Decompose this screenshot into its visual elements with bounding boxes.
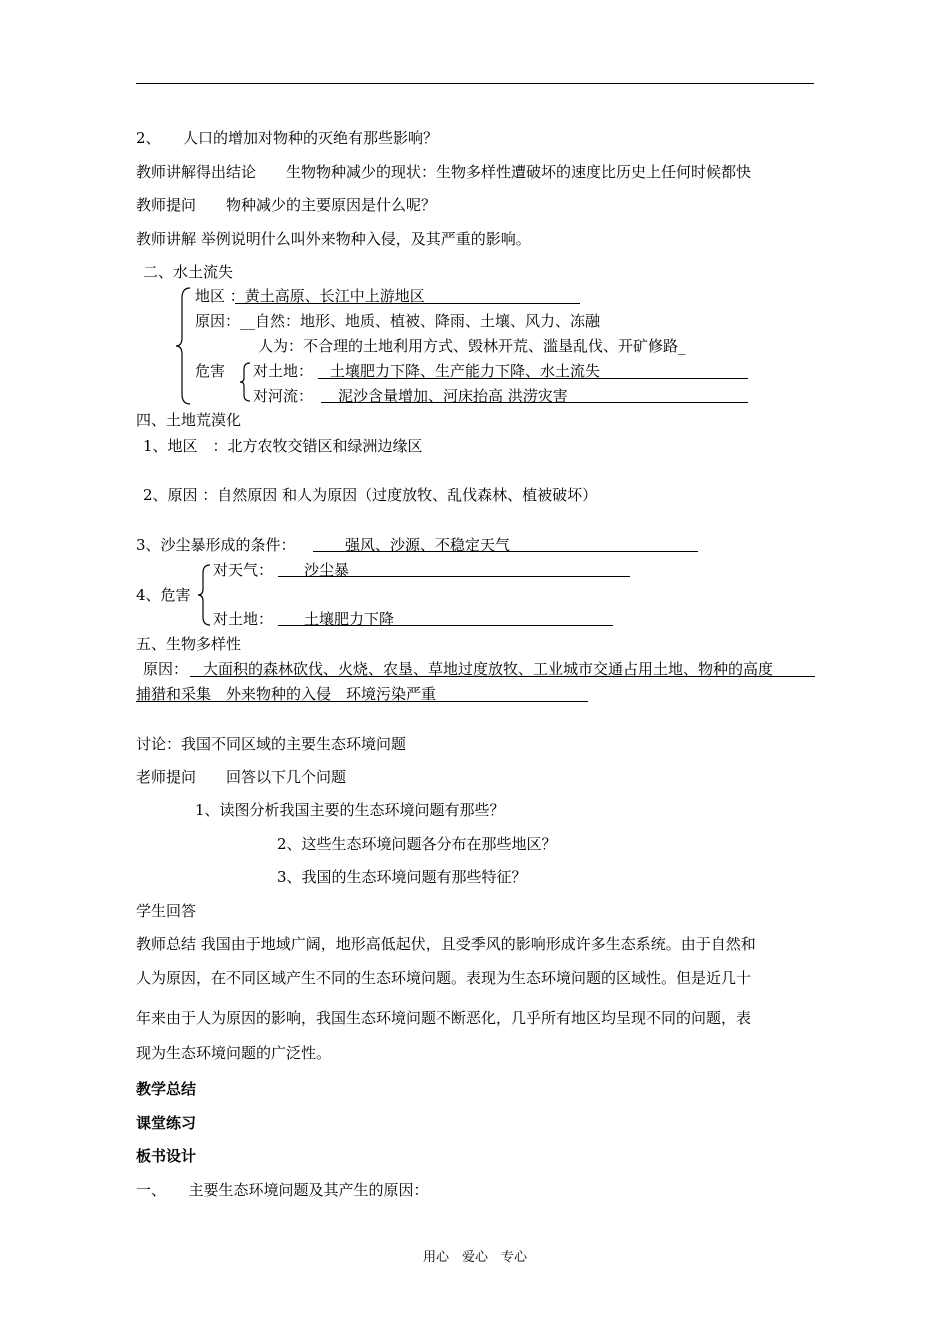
section-4-item-4-label: 4、危害 bbox=[136, 586, 191, 604]
harm-soil-value: 土壤肥力下降 bbox=[304, 610, 395, 628]
harm-land-label: 对土地： bbox=[253, 362, 314, 380]
discussion-question-1: 1、读图分析我国主要的生态环境问题有那些？ bbox=[195, 801, 505, 819]
cause-line-2-underline bbox=[136, 701, 588, 702]
question-2: 2、 人口的增加对物种的灭绝有那些影响？ bbox=[136, 129, 439, 147]
teacher-question: 教师提问 物种减少的主要原因是什么呢？ bbox=[136, 196, 437, 214]
teacher-conclusion: 教师讲解得出结论 生物物种减少的现状：生物多样性遭破坏的速度比历史上任何时候都快 bbox=[136, 163, 752, 181]
section-2-harm-label: 危害 bbox=[195, 362, 226, 380]
student-answer: 学生回答 bbox=[136, 902, 197, 920]
harm-weather-value: 沙尘暴 bbox=[304, 561, 350, 579]
harm-land-underline bbox=[318, 378, 748, 379]
summary-line-2: 人为原因，在不同区域产生不同的生态环境问题。表现为生态环境问题的区域性。但是近几十 bbox=[136, 969, 752, 987]
harm-brace bbox=[238, 361, 252, 403]
harm-land-value: 土壤肥力下降、生产能力下降、水土流失 bbox=[330, 362, 601, 380]
board-item-1: 一、 主要生态环境问题及其产生的原因： bbox=[136, 1181, 429, 1199]
weather-underline bbox=[278, 576, 630, 577]
section-2-title: 二、水土流失 bbox=[143, 263, 234, 281]
harm-river-value: 泥沙含量增加、河床抬高 洪涝灾害 bbox=[338, 387, 568, 405]
teacher-explain: 教师讲解 举例说明什么叫外来物种入侵，及其严重的影响。 bbox=[136, 230, 531, 248]
section-5-cause-line-2: 捕猎和采集 外来物种的入侵 环境污染严重 bbox=[136, 685, 437, 703]
heading-classroom-exercise: 课堂练习 bbox=[136, 1114, 197, 1132]
harm-river-label: 对河流： bbox=[253, 387, 314, 405]
summary-line-3: 年来由于人为原因的影响，我国生态环境问题不断恶化，几乎所有地区均呈现不同的问题，表 bbox=[136, 1009, 752, 1027]
section-5-cause-label: 原因： bbox=[143, 660, 189, 678]
harm-soil-label: 对土地： bbox=[213, 610, 274, 628]
summary-line-1: 教师总结 我国由于地域广阔，地形高低起伏，且受季风的影响形成许多生态系统。由于自然和 bbox=[136, 935, 756, 953]
soil-underline bbox=[278, 625, 613, 626]
header-rule bbox=[136, 83, 814, 84]
section-2-region: 地区 ：黄土高原、长江中上游地区 bbox=[195, 287, 425, 305]
section-2-brace bbox=[174, 286, 192, 406]
teacher-ask: 老师提问 回答以下几个问题 bbox=[136, 768, 347, 786]
section-4-item-2: 2、原因 ：自然原因 和人为原因（过度放牧、乱伐森林、植被破坏） bbox=[143, 486, 598, 504]
section-2-cause-natural: 原因：__自然：地形、地质、植被、降雨、土壤、风力、冻融 bbox=[195, 312, 601, 330]
section-4-title: 四、土地荒漠化 bbox=[136, 411, 242, 429]
cause-line-1-underline bbox=[190, 676, 815, 677]
section-4-item-3-value: 强风、沙源、不稳定天气 bbox=[345, 536, 511, 554]
discussion-question-3: 3、我国的生态环境问题有那些特征？ bbox=[277, 868, 527, 886]
section-4-item-1: 1、地区 ：北方农牧交错区和绿洲边缘区 bbox=[143, 437, 423, 455]
heading-board-design: 板书设计 bbox=[136, 1147, 197, 1165]
section-4-item-3-label: 3、沙尘暴形成的条件： bbox=[136, 536, 296, 554]
item-3-underline bbox=[313, 551, 698, 552]
region-underline bbox=[235, 303, 580, 304]
section-2-cause-human: 人为：不合理的土地利用方式、毁林开荒、滥垦乱伐、开矿修路_ bbox=[258, 337, 686, 355]
section-5-cause-line-1: 大面积的森林砍伐、火烧、农垦、草地过度放牧、工业城市交通占用土地、物种的高度 bbox=[203, 660, 774, 678]
section-5-title: 五、生物多样性 bbox=[136, 635, 242, 653]
harm-weather-label: 对天气： bbox=[213, 561, 274, 579]
item-4-brace bbox=[196, 563, 212, 627]
heading-teaching-summary: 教学总结 bbox=[136, 1080, 197, 1098]
harm-river-underline bbox=[321, 402, 748, 403]
page-footer: 用心 爱心 专心 bbox=[422, 1250, 527, 1265]
summary-line-4: 现为生态环境问题的广泛性。 bbox=[136, 1044, 332, 1062]
discussion-title: 讨论：我国不同区域的主要生态环境问题 bbox=[136, 735, 407, 753]
discussion-question-2: 2、这些生态环境问题各分布在那些地区？ bbox=[277, 835, 557, 853]
